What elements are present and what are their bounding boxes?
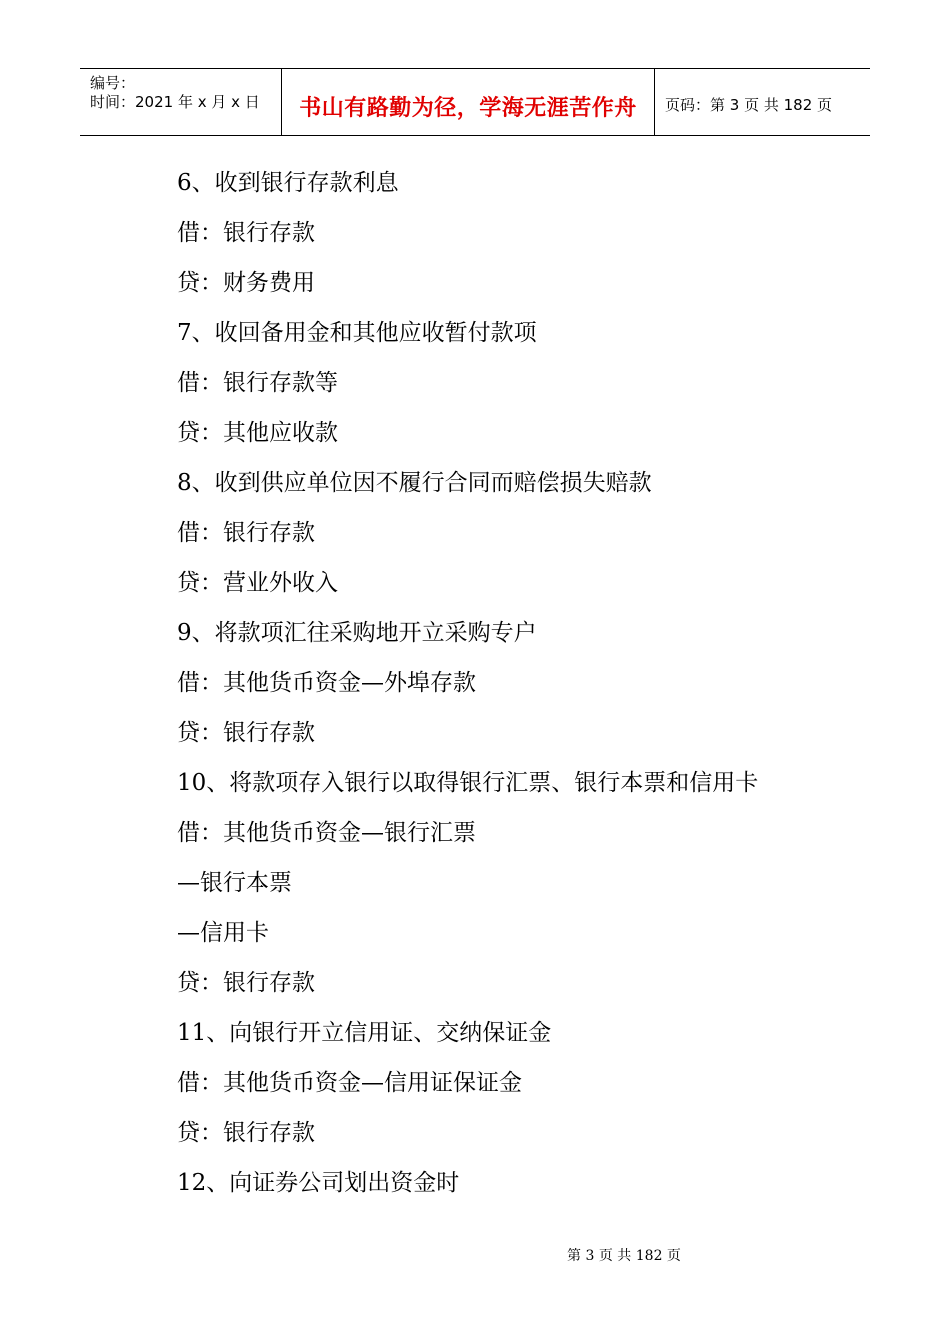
body-line: 10、将款项存入银行以取得银行汇票、银行本票和信用卡 (177, 770, 759, 796)
body-line: 6、收到银行存款利息 (177, 170, 399, 196)
body-line: —信用卡 (177, 920, 269, 946)
page-footer: 第 3 页 共 182 页 (567, 1248, 681, 1264)
body-line: 贷：银行存款 (177, 970, 315, 996)
body-line: 借：其他货币资金—信用证保证金 (177, 1070, 522, 1096)
header-page-cell (655, 69, 870, 135)
body-line: 借：银行存款 (177, 220, 315, 246)
body-line: 贷：财务费用 (177, 270, 315, 296)
document-date: 时间：2021 年 x 月 x 日 (90, 93, 260, 111)
body-line: 8、收到供应单位因不履行合同而赔偿损失赔款 (177, 470, 652, 496)
body-line: 11、向银行开立信用证、交纳保证金 (177, 1020, 552, 1046)
header-page-info: 页码：第 3 页 共 182 页 (665, 96, 833, 114)
body-line: 贷：银行存款 (177, 1120, 315, 1146)
body-line: 12、向证券公司划出资金时 (177, 1170, 460, 1196)
page-header (80, 68, 870, 136)
body-line: 借：银行存款 (177, 520, 315, 546)
body-line: 借：其他货币资金—外埠存款 (177, 670, 476, 696)
body-line: 7、收回备用金和其他应收暂付款项 (177, 320, 537, 346)
body-line: 贷：银行存款 (177, 720, 315, 746)
document-number-label: 编号： (90, 74, 136, 92)
body-line: 9、将款项汇往采购地开立采购专户 (177, 620, 537, 646)
body-line: —银行本票 (177, 870, 292, 896)
body-line: 贷：营业外收入 (177, 570, 338, 596)
body-line: 贷：其他应收款 (177, 420, 338, 446)
header-motto-cell (282, 69, 655, 135)
body-line: 借：银行存款等 (177, 370, 338, 396)
header-motto: 书山有路勤为径，学海无涯苦作舟 (299, 95, 637, 121)
header-meta-cell (80, 69, 282, 135)
body-line: 借：其他货币资金—银行汇票 (177, 820, 476, 846)
